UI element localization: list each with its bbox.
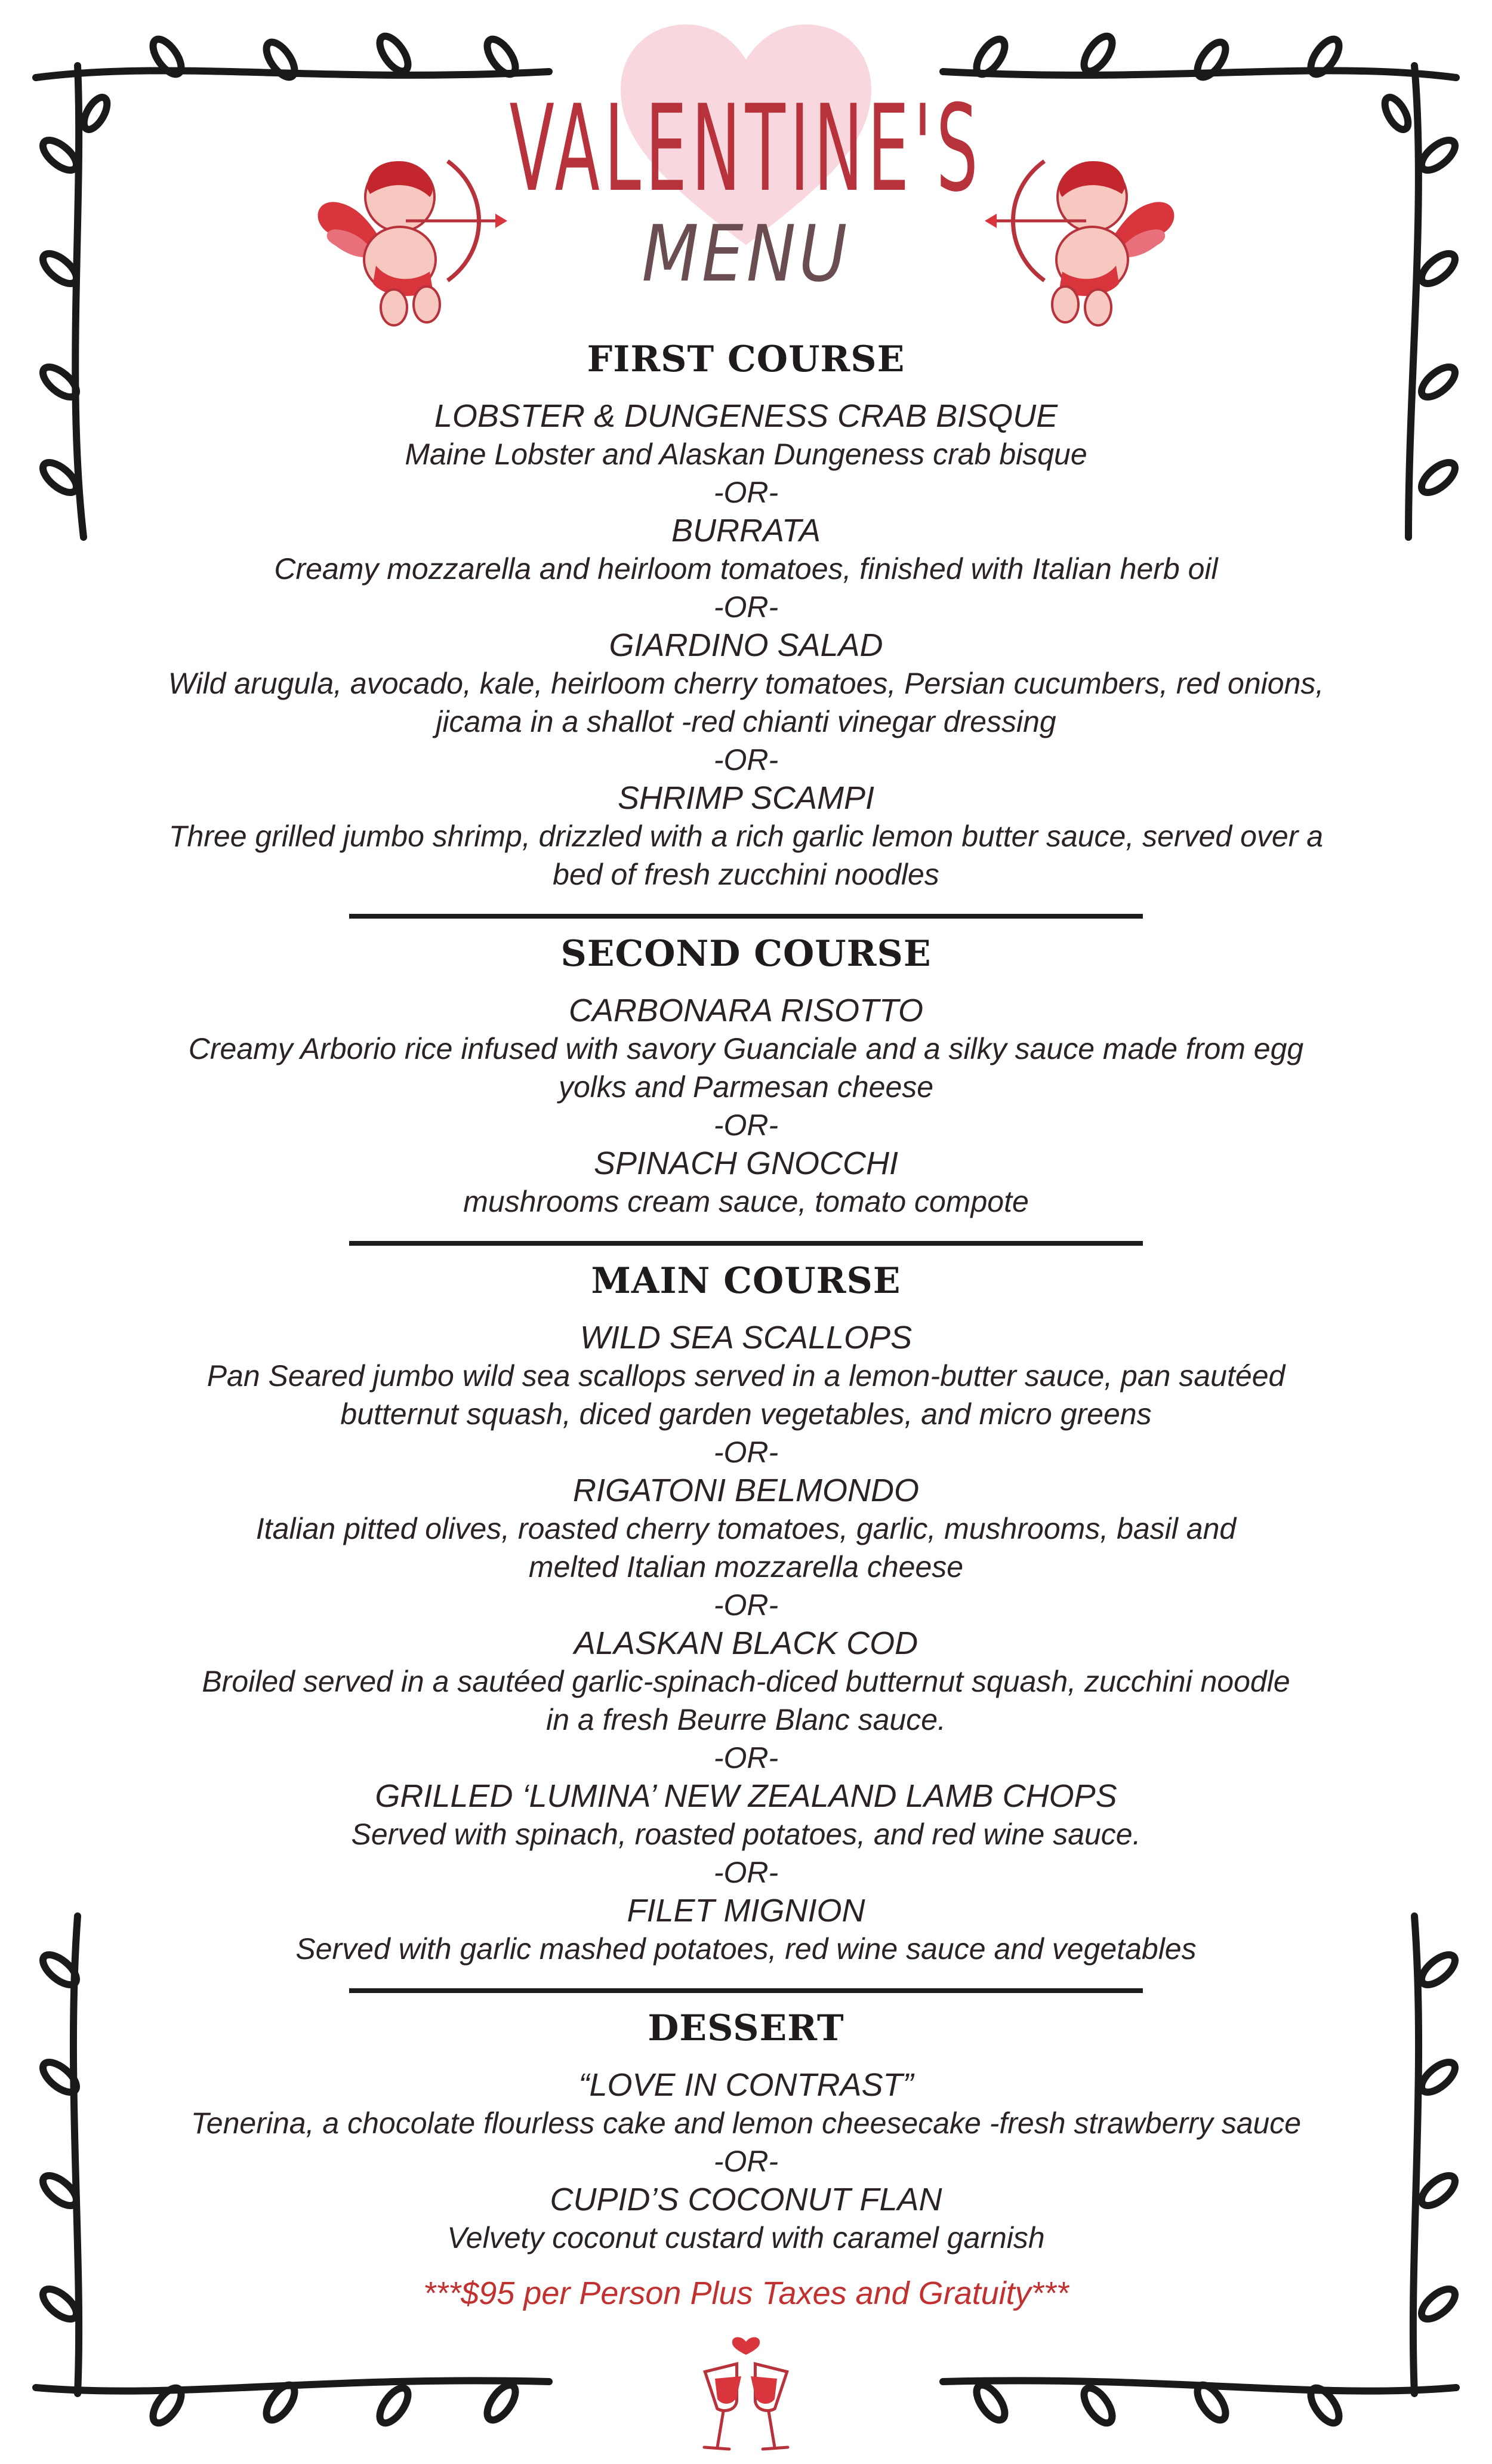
or-separator: -OR- (713, 590, 779, 624)
item-name: GRILLED ‘LUMINA’ NEW ZEALAND LAMB CHOPS (375, 1778, 1117, 1814)
item-desc: Italian pitted olives, roasted cherry tomatoes, garlic, mushrooms, basil and melted Italian mozzarella cheese (255, 1512, 1237, 1584)
menu-body (143, 325, 1349, 2314)
item-name: LOBSTER & DUNGENESS CRAB BISQUE (434, 398, 1058, 434)
item-desc: Tenerina, a chocolate flourless cake and lemon cheesecake -fresh strawberry sauce (190, 2106, 1302, 2140)
item-desc: Maine Lobster and Alaskan Dungeness crab bisque (405, 438, 1087, 471)
item-desc: Served with garlic mashed potatoes, red wine sauce and vegetables (295, 1932, 1197, 1966)
item-name: CUPID’S COCONUT FLAN (550, 2182, 942, 2217)
or-separator: -OR- (713, 1436, 779, 1469)
or-separator: -OR- (713, 743, 779, 777)
item-desc: Creamy mozzarella and heirloom tomatoes, finished with Italian herb oil (274, 552, 1218, 586)
section-dessert (143, 2006, 1349, 2257)
section-main-course (143, 1259, 1349, 1968)
section-title: FIRST COURSE (587, 338, 905, 380)
item-name: FILET MIGNION (627, 1893, 865, 1929)
item-name: ALASKAN BLACK COD (574, 1625, 918, 1661)
menu-title: VALENTINE'S (509, 79, 983, 218)
or-separator: -OR- (713, 1856, 779, 1889)
wine-glasses-icon (686, 2331, 806, 2456)
item-desc: Broiled served in a sautéed garlic-spinach-diced butternut squash, zucchini noodle in a fresh Beurre Blanc sauce. (202, 1665, 1290, 1736)
item-name: CARBONARA RISOTTO (568, 993, 924, 1028)
section-divider (349, 914, 1143, 919)
item-desc: Served with spinach, roasted potatoes, and red wine sauce. (351, 1818, 1141, 1851)
item-desc: Pan Seared jumbo wild sea scallops served in a lemon-butter sauce, pan sautéed butternut squash, diced garden vegetables, and micro greens (206, 1359, 1286, 1431)
item-name: SHRIMP SCAMPI (617, 780, 875, 816)
item-name: WILD SEA SCALLOPS (579, 1320, 913, 1356)
item-desc: Creamy Arborio rice infused with savory Guanciale and a silky sauce made from egg yolks and Parmesan cheese (188, 1032, 1304, 1104)
section-first-course (143, 337, 1349, 894)
item-name: SPINACH GNOCCHI (593, 1145, 899, 1181)
or-separator: -OR- (713, 476, 779, 509)
section-divider (349, 1241, 1143, 1246)
section-title: MAIN COURSE (591, 1260, 901, 1302)
item-name: RIGATONI BELMONDO (572, 1473, 920, 1508)
item-desc: Velvety coconut custard with caramel garnish (447, 2221, 1045, 2254)
section-title: DESSERT (648, 2007, 844, 2049)
item-desc: Three grilled jumbo shrimp, drizzled with a rich garlic lemon butter sauce, served over a bed of fresh zucchini noodles (168, 820, 1324, 891)
or-separator: -OR- (713, 2145, 779, 2178)
or-separator: -OR- (713, 1741, 779, 1775)
item-name: BURRATA (671, 513, 821, 549)
item-desc: Wild arugula, avocado, kale, heirloom cherry tomatoes, Persian cucumbers, red onions, jicama in a shallot -red chianti vinegar dressing (168, 667, 1324, 738)
section-title: SECOND COURSE (560, 933, 932, 975)
item-name: GIARDINO SALAD (609, 627, 883, 663)
or-separator: -OR- (713, 1588, 779, 1622)
item-name: “LOVE IN CONTRAST” (578, 2067, 914, 2103)
section-divider (349, 1988, 1143, 1993)
price-note: ***$95 per Person Plus Taxes and Gratuity*** (423, 2275, 1069, 2311)
item-desc: mushrooms cream sauce, tomato compote (463, 1185, 1029, 1218)
menu-subtitle: MENU (642, 208, 850, 299)
section-second-course (143, 932, 1349, 1221)
or-separator: -OR- (713, 1108, 779, 1142)
